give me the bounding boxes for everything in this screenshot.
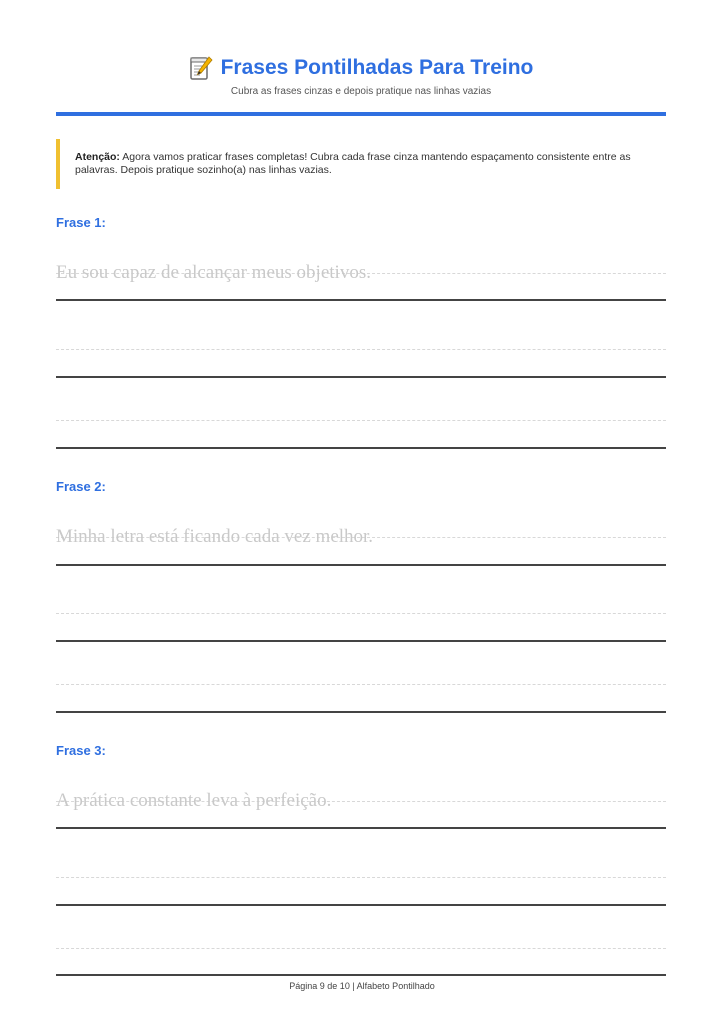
page-title: Frases Pontilhadas Para Treino [220,56,534,79]
guide-line [56,420,666,421]
guide-line [56,349,666,350]
guide-line [56,684,666,685]
attention-label: Atenção: [75,151,120,163]
baseline [56,827,666,829]
title-row [56,52,666,84]
attention-note [56,139,656,189]
baseline [56,447,666,449]
phrase-3-trace-text: A prática constante leva à perfeição. [56,790,332,811]
guide-line [56,877,666,878]
baseline [56,904,666,906]
phrase-3-label: Frase 3: [56,743,106,758]
memo-icon [189,55,213,81]
baseline [56,299,666,301]
phrase-1-trace-text: Eu sou capaz de alcançar meus objetivos. [56,262,371,283]
page-subtitle: Cubra as frases cinzas e depois pratique nas linhas vazias [230,86,492,97]
guide-line [56,613,666,614]
phrase-1-label: Frase 1: [56,215,106,230]
phrase-2-label: Frase 2: [56,479,106,494]
baseline [56,564,666,566]
baseline [56,711,666,713]
baseline [56,640,666,642]
baseline [56,376,666,378]
guide-line [56,948,666,949]
page-header [56,52,666,97]
header-divider [56,112,666,116]
attention-text: Agora vamos praticar frases completas! Cubra cada frase cinza mantendo espaçamento consistente entre as palavras. Depois pratique sozinho(a) nas linhas vazias. [75,151,631,176]
page-footer: Página 9 de 10 | Alfabeto Pontilhado [289,981,435,991]
phrase-2-trace-text: Minha letra está ficando cada vez melhor. [56,526,374,547]
footer-divider [56,974,666,976]
